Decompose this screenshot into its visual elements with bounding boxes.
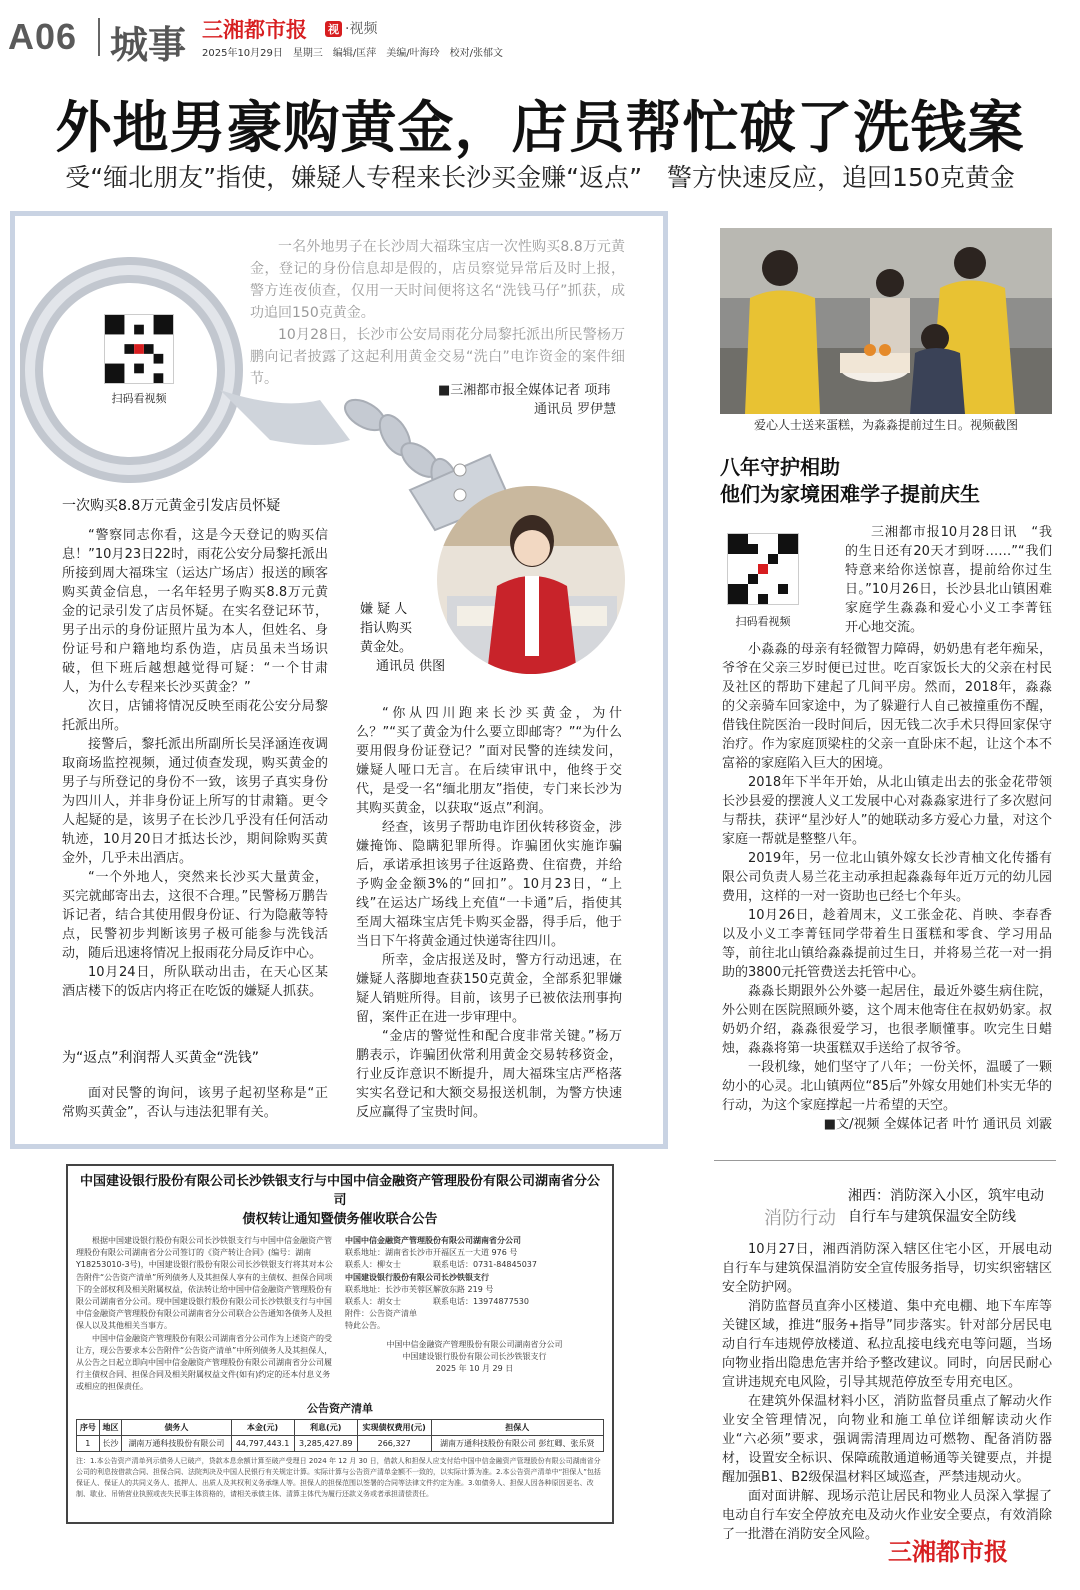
table-cell: 湖南万通科技股份有限公司 彭红卿、张乐贤 (431, 1435, 603, 1451)
story-lead (250, 236, 625, 390)
right-story-body (722, 640, 1052, 1134)
photo-caption-credit: 通讯员 供图 (376, 659, 446, 674)
body-paragraph: “警察同志你看，这是今天登记的购买信息！”10月23日22时，雨花公安分局黎托派出所接到周大福珠宝（运达广场店）报送的顾客购买黄金信息，一名年轻男子购买8.8万元黄金的记录引发了店员怀疑。在实名登记环节，男子出示的身份证照片虽为本人，但姓名、身份证号和户籍地均系伪造，店员虽未当场识破，但下班后越想越觉得可疑：“一个甘肃人，为什么专程来长沙买黄金？” (62, 528, 328, 695)
table-header: 实现债权费用(元) (357, 1419, 431, 1435)
main-subhead: 受“缅北朋友”指使，嫌疑人专程来长沙买金赚“返点” 警方快速反应，追回150克黄金 (65, 163, 1015, 192)
body-paragraph: 接警后，黎托派出所副所长吴泽涵连夜调取商场监控视频，通过侦查发现，购买黄金的男子与所登记的身份不一致，该男子真实身份为四川人，并非身份证上所写的甘肃籍。更令人起疑的是，该男子在长沙几乎没有任何活动轨迹，10月20日才抵达长沙，期间除购买黄金外，几乎未出酒店。 (62, 737, 328, 866)
table-cell: 1 (77, 1435, 100, 1451)
legal-notice (66, 1164, 614, 1524)
body-paragraph: 一段机缘，她们坚守了八年；一份关怀，温暖了一颗幼小的心灵。北山镇两位“85后”外嫁女用她们朴实无华的行动，为这个家庭撑起一片希望的天空。 (722, 1060, 1052, 1113)
body-paragraph: 在建筑外保温材料小区，消防监督员重点了解动火作业安全管理情况，向物业和施工单位详细解读动火作业“六必须”要求，强调需清理周边可燃物、配备消防器材，设置安全标识、保障疏散通道畅通等关键要点，并提醒加强B1、B2级保温材料区域巡查，严禁违规动火。 (722, 1394, 1052, 1485)
main-headline: 外地男豪购黄金，店员帮忙破了洗钱案 (55, 96, 1025, 161)
page-number: A06 (8, 16, 78, 57)
subheading-1: 一次购买8.8万元黄金引发店员怀疑 (62, 498, 281, 514)
table-cell: 长沙 (99, 1435, 122, 1451)
page-meta: 2025年10月29日 星期三 编辑/匡萍 美编/叶海玲 校对/张郁文 (202, 48, 504, 59)
brand-logo: 三湘都市报 (202, 18, 307, 42)
body-paragraph: 小淼淼的母亲有轻微智力障碍，奶奶患有老年痴呆，爷爷在父亲三岁时便已过世。吃百家饭长大的父亲在村民及社区的帮助下建起了几间平房。然而，2018年，淼淼的父亲骑车回家途中，为了躲避行人自己被撞重伤不醒，借钱住院医治一段时间后，因无钱二次手术只得回家保守治疗。作为家庭顶梁柱的父亲一直卧床不起，让这个本不富裕的家庭陷入巨大的困境。 (722, 642, 1052, 771)
lead-paragraph: 一名外地男子在长沙周大福珠宝店一次性购买8.8万元黄金，登记的身份信息却是假的，店员察觉异常后及时上报，警方连夜侦查，仅用一天时间便将这名“洗钱马仔”抓获，成功追回150克黄金。 (250, 239, 625, 321)
fire-section-tag: 消防行动 (764, 1208, 836, 1229)
subheading-2: 为“返点”利润帮人买黄金“洗钱” (62, 1050, 260, 1066)
body-paragraph: 10月27日，湘西消防深入辖区住宅小区，开展电动自行车与建筑保温消防安全宣传服务指导，切实织密辖区安全防护网。 (722, 1242, 1052, 1295)
fire-story-body (722, 1240, 1052, 1544)
notice-notes: 注：1.本公告资产清单列示债务人已破产，贷款本息余额计算至破产受理日 2024 年 12 月 30 日，借款人和担保人应支付给中国中信金融资产管理股份有限公司湖南省分公司的利息按借款合同、担保合同、法院判决及中国人民银行有关规定计算。实际计算与公告资产清单金额不一致的，以实际计算为准。2.本公告资产清单中“担保人”包括保证人、保证人的共同义务人、抵押人、出质人及其权利义务承继人等。担保人的担保范围以签署的合同等法律文件约定为准。3.如债务人、担保人因各种原因更名、改制、歇业、吊销营业执照或丧失民事主体资格的，请相关承债主体、清算主体代为履行还款义务或者承担清偿责任。 (76, 1456, 601, 1498)
photo-caption-line: 指认购买 (360, 621, 413, 636)
fire-headline (848, 1186, 1044, 1228)
headline-line: 自行车与建筑保温安全防线 (848, 1209, 1016, 1225)
notice-title: 债权转让通知暨债务催收联合公告 (242, 1212, 438, 1227)
notice-contact-line: 联系人：胡女士 联系电话：13974877530 (345, 1297, 529, 1307)
right-story-intro (845, 523, 1052, 637)
footer-logo: 三湘都市报 (888, 1538, 1008, 1566)
body-paragraph: 2018年下半年开始，从北山镇走出去的张金花带领长沙县爱的摆渡人义工发展中心对淼淼家进行了多次慰问与帮扶，获评“星沙好人”的她联动多方爱心力量，对这个家庭一帮就是整整八年。 (722, 775, 1052, 847)
table-cell: 266,327 (357, 1435, 431, 1451)
qr-code-icon (104, 314, 174, 384)
notice-title: 中国建设银行股份有限公司长沙铁银支行与中国中信金融资产管理股份有限公司湖南省分公司 (79, 1174, 600, 1208)
body-paragraph: 10月26日，趁着周末，义工张金花、肖映、李春香以及小义工李菁钰同学带着生日蛋糕和零食、学习用品等，前往北山镇给淼淼提前过生日，并将易兰花一对一捐助的3800元托管费送去托管中心。 (722, 908, 1052, 980)
table-header: 序号 (77, 1419, 100, 1435)
asset-table (76, 1419, 604, 1452)
body-paragraph: “一个外地人，突然来长沙买大量黄金，买完就邮寄出去，这很不合理。”民警杨万鹏告诉记者，结合其使用假身份证、行为隐蔽等特点，民警初步判断该男子极可能参与洗钱活动，随后迅速将情况上报雨花分局反诈中心。 (62, 870, 328, 961)
body-paragraph: 三湘都市报10月28日讯 “我的生日还有20天才到呀……”“我们特意来给你送惊喜，提前给你过生日。”10月26日，长沙县北山镇困难家庭学生淼淼和爱心小义工李菁钰开心地交流。 (845, 525, 1052, 635)
headline-line: 他们为家境困难学子提前庆生 (720, 482, 980, 506)
asset-list-title: 公告资产清单 (307, 1401, 373, 1415)
table-header: 本金(元) (231, 1419, 294, 1435)
notice-date: 2025 年 10 月 29 日 (435, 1364, 514, 1374)
body-paragraph: 2019年，另一位北山镇外嫁女长沙青柚文化传播有限公司负责人易兰花主动承担起淼淼每年近万元的幼儿园费用，这样的一对一资助也已经七个年头。 (722, 851, 1052, 904)
birthday-photo-caption: 爱心人士送来蛋糕，为淼淼提前过生日。视频截图 (753, 418, 1018, 432)
header-divider (98, 18, 100, 56)
birthday-photo (720, 228, 1052, 414)
table-cell: 44,797,443.1 (231, 1435, 294, 1451)
notice-left-column (76, 1235, 335, 1394)
body-paragraph: 面对民警的询问，该男子起初坚称是“正常购买黄金”，否认与违法犯罪有关。 (62, 1086, 328, 1120)
body-paragraph: 经查，该男子帮助电诈团伙转移资金，涉嫌掩饰、隐瞒犯罪所得。诈骗团伙实施诈骗后，承诺承担该男子往返路费、住宿费，并给予购金金额3%的“回扣”。10月23日，“上线”在运达广场线上充值“一卡通”后，指使其至周大福珠宝店凭卡购买金器，得手后，他于当日下午将黄金通过快递寄往四川。 (356, 820, 622, 949)
body-column-1b (62, 1084, 328, 1122)
table-header-row (77, 1419, 604, 1435)
body-paragraph: 消防监督员直奔小区楼道、集中充电棚、地下车库等关键区域，推进“服务+指导”同步落实。针对部分居民电动自行车违规停放楼道、私拉乱接电线充电等问题，当场向物业指出隐患危害并给予整改建议。同时，向居民耐心宣讲违规充电风险，引导其规范停放至专用充电区。 (722, 1299, 1052, 1390)
qr-caption: 扫码看视频 (111, 392, 167, 405)
table-header: 利息(元) (294, 1419, 357, 1435)
byline-reporter: ■三湘都市报全媒体记者 项玮 (438, 383, 611, 398)
section-name: 城事 (110, 23, 187, 67)
table-header: 债务人 (122, 1419, 231, 1435)
video-label: ·视频 (345, 21, 378, 37)
video-badge-icon: 视 (325, 21, 342, 37)
body-paragraph: “金店的警觉性和配合度非常关键。”杨万鹏表示，诈骗团伙常利用黄金交易转移资金，行业反诈意识不断提升，周大福珠宝店严格落实实名登记和大额交易报送机制，为警方快速反应赢得了宝贵时间。 (356, 1029, 622, 1120)
qr-caption: 扫码看视频 (735, 615, 791, 628)
table-cell: 湖南万通科技股份有限公司 (122, 1435, 231, 1451)
qr-code-icon (727, 533, 799, 605)
notice-contact-line: 联系地址：湖南省长沙市开福区五一大道 976 号 (345, 1248, 518, 1258)
suspect-photo (437, 486, 625, 674)
body-paragraph: 面对面讲解、现场示范让居民和物业人员深入掌握了电动自行车安全停放充电及动火作业安全要点，有效消除了一批潜在消防安全风险。 (722, 1489, 1052, 1542)
notice-signature: 中国中信金融资产管理股份有限公司湖南省分公司 (386, 1339, 563, 1349)
body-paragraph: 淼淼长期跟外公外婆一起居住，最近外婆生病住院，外公则在医院照顾外婆，这个周末他寄住在叔奶奶家。叔奶奶介绍，淼淼很爱学习，也很孝顺懂事。吹完生日蜡烛，淼淼将第一块蛋糕双手送给了叔爷爷。 (722, 984, 1052, 1056)
notice-signature: 中国建设银行股份有限公司长沙铁银支行 (402, 1351, 547, 1361)
table-header: 担保人 (431, 1419, 603, 1435)
body-paragraph: 10月24日，所队联动出击，在天心区某酒店楼下的饭店内将正在吃饭的嫌疑人抓获。 (62, 965, 328, 999)
body-column-2 (356, 704, 622, 1122)
body-paragraph: 次日，店铺将情况反映至雨花公安分局黎托派出所。 (62, 699, 328, 733)
notice-contact-line: 中国中信金融资产管理股份有限公司湖南省分公司 (345, 1236, 521, 1245)
table-header: 地区 (99, 1419, 122, 1435)
body-column-1 (62, 526, 328, 1001)
notice-contact-line: 中国建设银行股份有限公司长沙铁银支行 (345, 1272, 489, 1282)
notice-contact-line: 特此公告。 (345, 1321, 385, 1331)
headline-line: 八年守护相助 (720, 455, 840, 479)
story-divider (714, 1160, 1056, 1161)
right-story-byline: ■文/视频 全媒体记者 叶竹 通讯员 刘霰 (823, 1117, 1052, 1132)
notice-paragraph: 中国中信金融资产管理股份有限公司湖南省分公司作为上述资产的受让方，现公告要求本公告附件“公告资产清单”中所列债务人及其担保人，从公告之日起立即向中国中信金融资产管理股份有限公司湖南省分公司履行主债权合同、担保合同及相关附属权益文件(如有)约定的还本付息义务或相应的担保责任。 (76, 1333, 333, 1392)
suspect-photo-caption (360, 600, 445, 676)
body-paragraph: “你从四川跑来长沙买黄金，为什么？”“买了黄金为什么要立即邮寄？”“为什么要用假身份证登记？”面对民警的连续发问，嫌疑人哑口无言。在后续审讯中，他终于交代，是受一名“缅北朋友”指使，专门来长沙为其购买黄金，以获取“返点”利润。 (356, 706, 622, 816)
story-byline (438, 381, 616, 419)
table-cell: 3,285,427.89 (294, 1435, 357, 1451)
qr-code-video-2[interactable] (727, 533, 817, 629)
qr-code-video[interactable] (104, 314, 184, 406)
notice-contact-line: 联系地址：长沙市芙蓉区解放东路 219 号 (345, 1284, 494, 1294)
table-row (77, 1435, 604, 1451)
headline-line: 湘西：消防深入小区，筑牢电动 (848, 1188, 1044, 1204)
video-brand (325, 18, 377, 38)
body-paragraph: 所幸，金店报送及时，警方行动迅速，在嫌疑人落脚地查获150克黄金，全部系犯罪嫌疑人销赃所得。目前，该男子已被依法刑事拘留，案件正在进一步审理中。 (356, 953, 622, 1025)
right-story-headline (720, 454, 980, 508)
photo-caption-line: 嫌 疑 人 (360, 602, 408, 617)
notice-contact-line: 附件：公告资产清单 (345, 1309, 417, 1319)
byline-correspondent: 通讯员 罗伊慧 (534, 402, 617, 417)
notice-paragraph: 根据中国建设银行股份有限公司长沙铁银支行与中国中信金融资产管理股份有限公司湖南省分公司签订的《资产转让合同》(编号：湖南Y18253010-3号)，中国建设银行股份有限公司长沙铁银支行将其对本公告附件“公告资产清单”所列债务人及其担保人享有的主债权、担保合同项下的全部权利及相关附属权益，依法转让给中国中信金融资产管理股份有限公司湖南省分公司。现中国建设银行股份有限公司长沙铁银支行与中国中信金融资产管理股份有限公司湖南省分公司联合公告通知各债务人及担保人以及其他相关当事方。 (76, 1236, 333, 1331)
lead-paragraph: 10月28日，长沙市公安局雨花分局黎托派出所民警杨万鹏向记者披露了这起利用黄金交易“洗白”电诈资金的案件细节。 (250, 327, 625, 387)
notice-right-column (345, 1235, 604, 1394)
notice-contact-line: 联系人：柳女士 联系电话：0731-84845037 (345, 1260, 537, 1270)
photo-caption-line: 黄金处。 (360, 640, 413, 655)
